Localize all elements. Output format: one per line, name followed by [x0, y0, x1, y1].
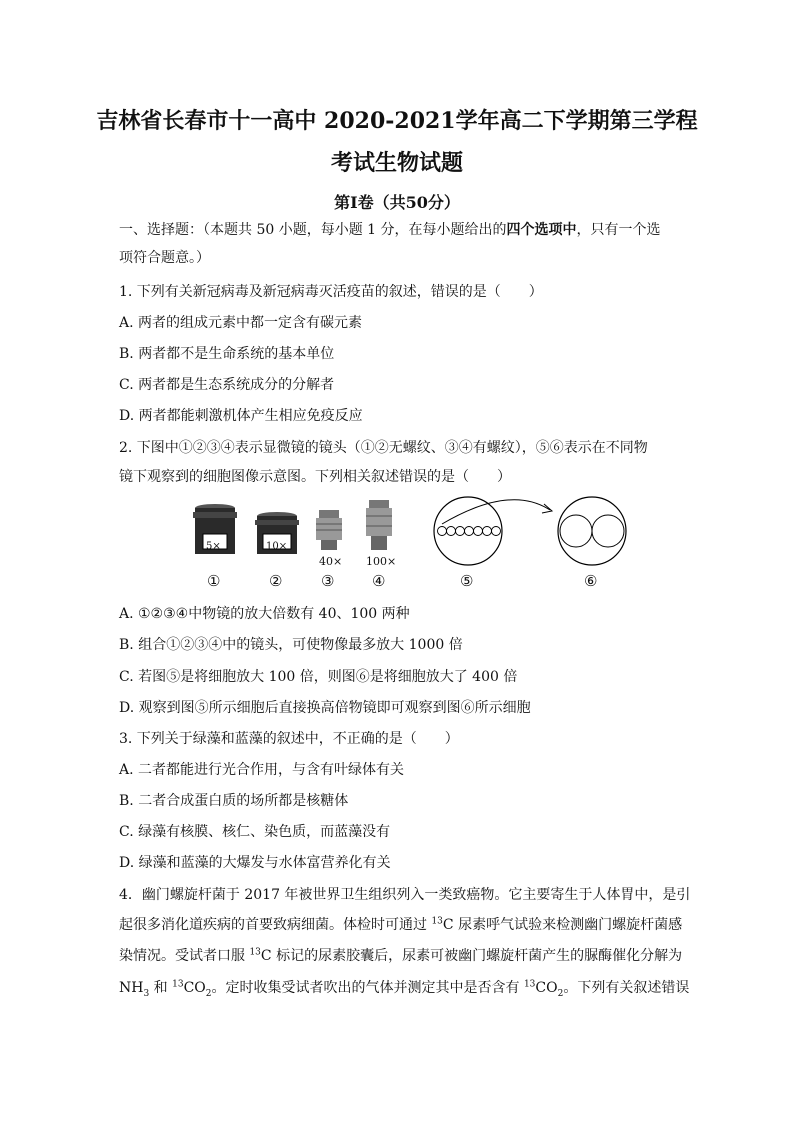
figure-eyepiece-2-magnification: 10×	[266, 541, 288, 552]
figure-label-4: ④	[372, 572, 386, 590]
microscope-lens-figure	[180, 496, 690, 596]
q1-option-c: C. 两者都是生态系统成分的分解者	[119, 377, 335, 393]
figure-objective-3-magnification: 40×	[319, 555, 343, 568]
q2-stem-line-2: 镜下观察到的细胞图像示意图。下列相关叙述错误的是（ ）	[119, 469, 511, 485]
figure-eyepiece-1-magnification: 5×	[206, 541, 221, 552]
q1-option-d: D. 两者都能刺激机体产生相应免疫反应	[119, 408, 363, 424]
figure-label-3: ③	[321, 572, 335, 590]
microscope-lens-illustration	[180, 496, 690, 596]
figure-label-5: ⑤	[460, 572, 474, 590]
section-heading: 第Ⅰ卷（共50分）	[334, 193, 460, 212]
figure-label-2: ②	[269, 572, 283, 590]
section-instructions-line-2: 项符合题意。）	[119, 250, 210, 266]
field-of-view-5	[434, 497, 552, 565]
figure-objective-4-magnification: 100×	[366, 555, 397, 568]
q3-option-a: A. 二者都能进行光合作用，与含有叶绿体有关	[119, 762, 405, 778]
q3-option-d: D. 绿藻和蓝藻的大爆发与水体富营养化有关	[119, 855, 391, 871]
q1-option-a: A. 两者的组成元素中都一定含有碳元素	[119, 315, 363, 331]
q1-option-b: B. 两者都不是生命系统的基本单位	[119, 346, 335, 362]
q3-option-b: B. 二者合成蛋白质的场所都是核糖体	[119, 793, 349, 809]
q1-stem: 1. 下列有关新冠病毒及新冠病毒灭活疫苗的叙述，错误的是（ ）	[119, 284, 543, 300]
q2-stem-line-1: 2. 下图中①②③④表示显微镜的镜头（①②无螺纹、③④有螺纹），⑤⑥表示在不同物	[119, 440, 648, 456]
q4-line-4: $NH_3$ 和 $^{13}CO_2$。定时收集受试者吹出的气体并测定其中是否含有 $^{13}CO_2$。下列有关叙述错误	[119, 979, 690, 999]
q4-line-3: 染情况。受试者口服 $^{13}$C 标记的尿素胶囊后，尿素可被幽门螺旋杆菌产生的脲酶催化分解为	[119, 947, 683, 964]
q2-option-a: A. ①②③④中物镜的放大倍数有 40、100 两种	[119, 606, 410, 622]
figure-label-1: ①	[207, 572, 221, 590]
objective-lens-3	[316, 510, 342, 550]
page-title-line-2: 考试生物试题	[330, 150, 463, 176]
q2-option-b: B. 组合①②③④中的镜头，可使物像最多放大 1000 倍	[119, 637, 463, 653]
q2-option-d: D. 观察到图⑤所示细胞后直接换高倍物镜即可观察到图⑥所示细胞	[119, 700, 531, 716]
field-of-view-6	[558, 497, 626, 565]
page-title-line-1: 吉林省长春市十一高中 2020-2021学年高二下学期第三学程	[96, 108, 698, 134]
q4-line-1: 4．幽门螺旋杆菌于 2017 年被世界卫生组织列入一类致癌物。它主要寄生于人体胃中，是引	[119, 887, 691, 903]
q2-option-c: C. 若图⑤是将细胞放大 100 倍，则图⑥是将细胞放大了 400 倍	[119, 669, 518, 685]
section-instructions-line-1: 一、选择题：（本题共 50 小题，每小题 1 分，在每小题给出的四个选项中，只有一个选	[119, 222, 661, 238]
q4-line-2: 起很多消化道疾病的首要致病细菌。体检时可通过 $^{13}$C 尿素呼气试验来检测幽门螺旋杆菌感	[119, 916, 683, 933]
figure-label-6: ⑥	[584, 572, 598, 590]
q3-stem: 3. 下列关于绿藻和蓝藻的叙述中，不正确的是（ ）	[119, 731, 459, 747]
q3-option-c: C. 绿藻有核膜、核仁、染色质，而蓝藻没有	[119, 824, 391, 840]
objective-lens-4	[366, 500, 392, 550]
